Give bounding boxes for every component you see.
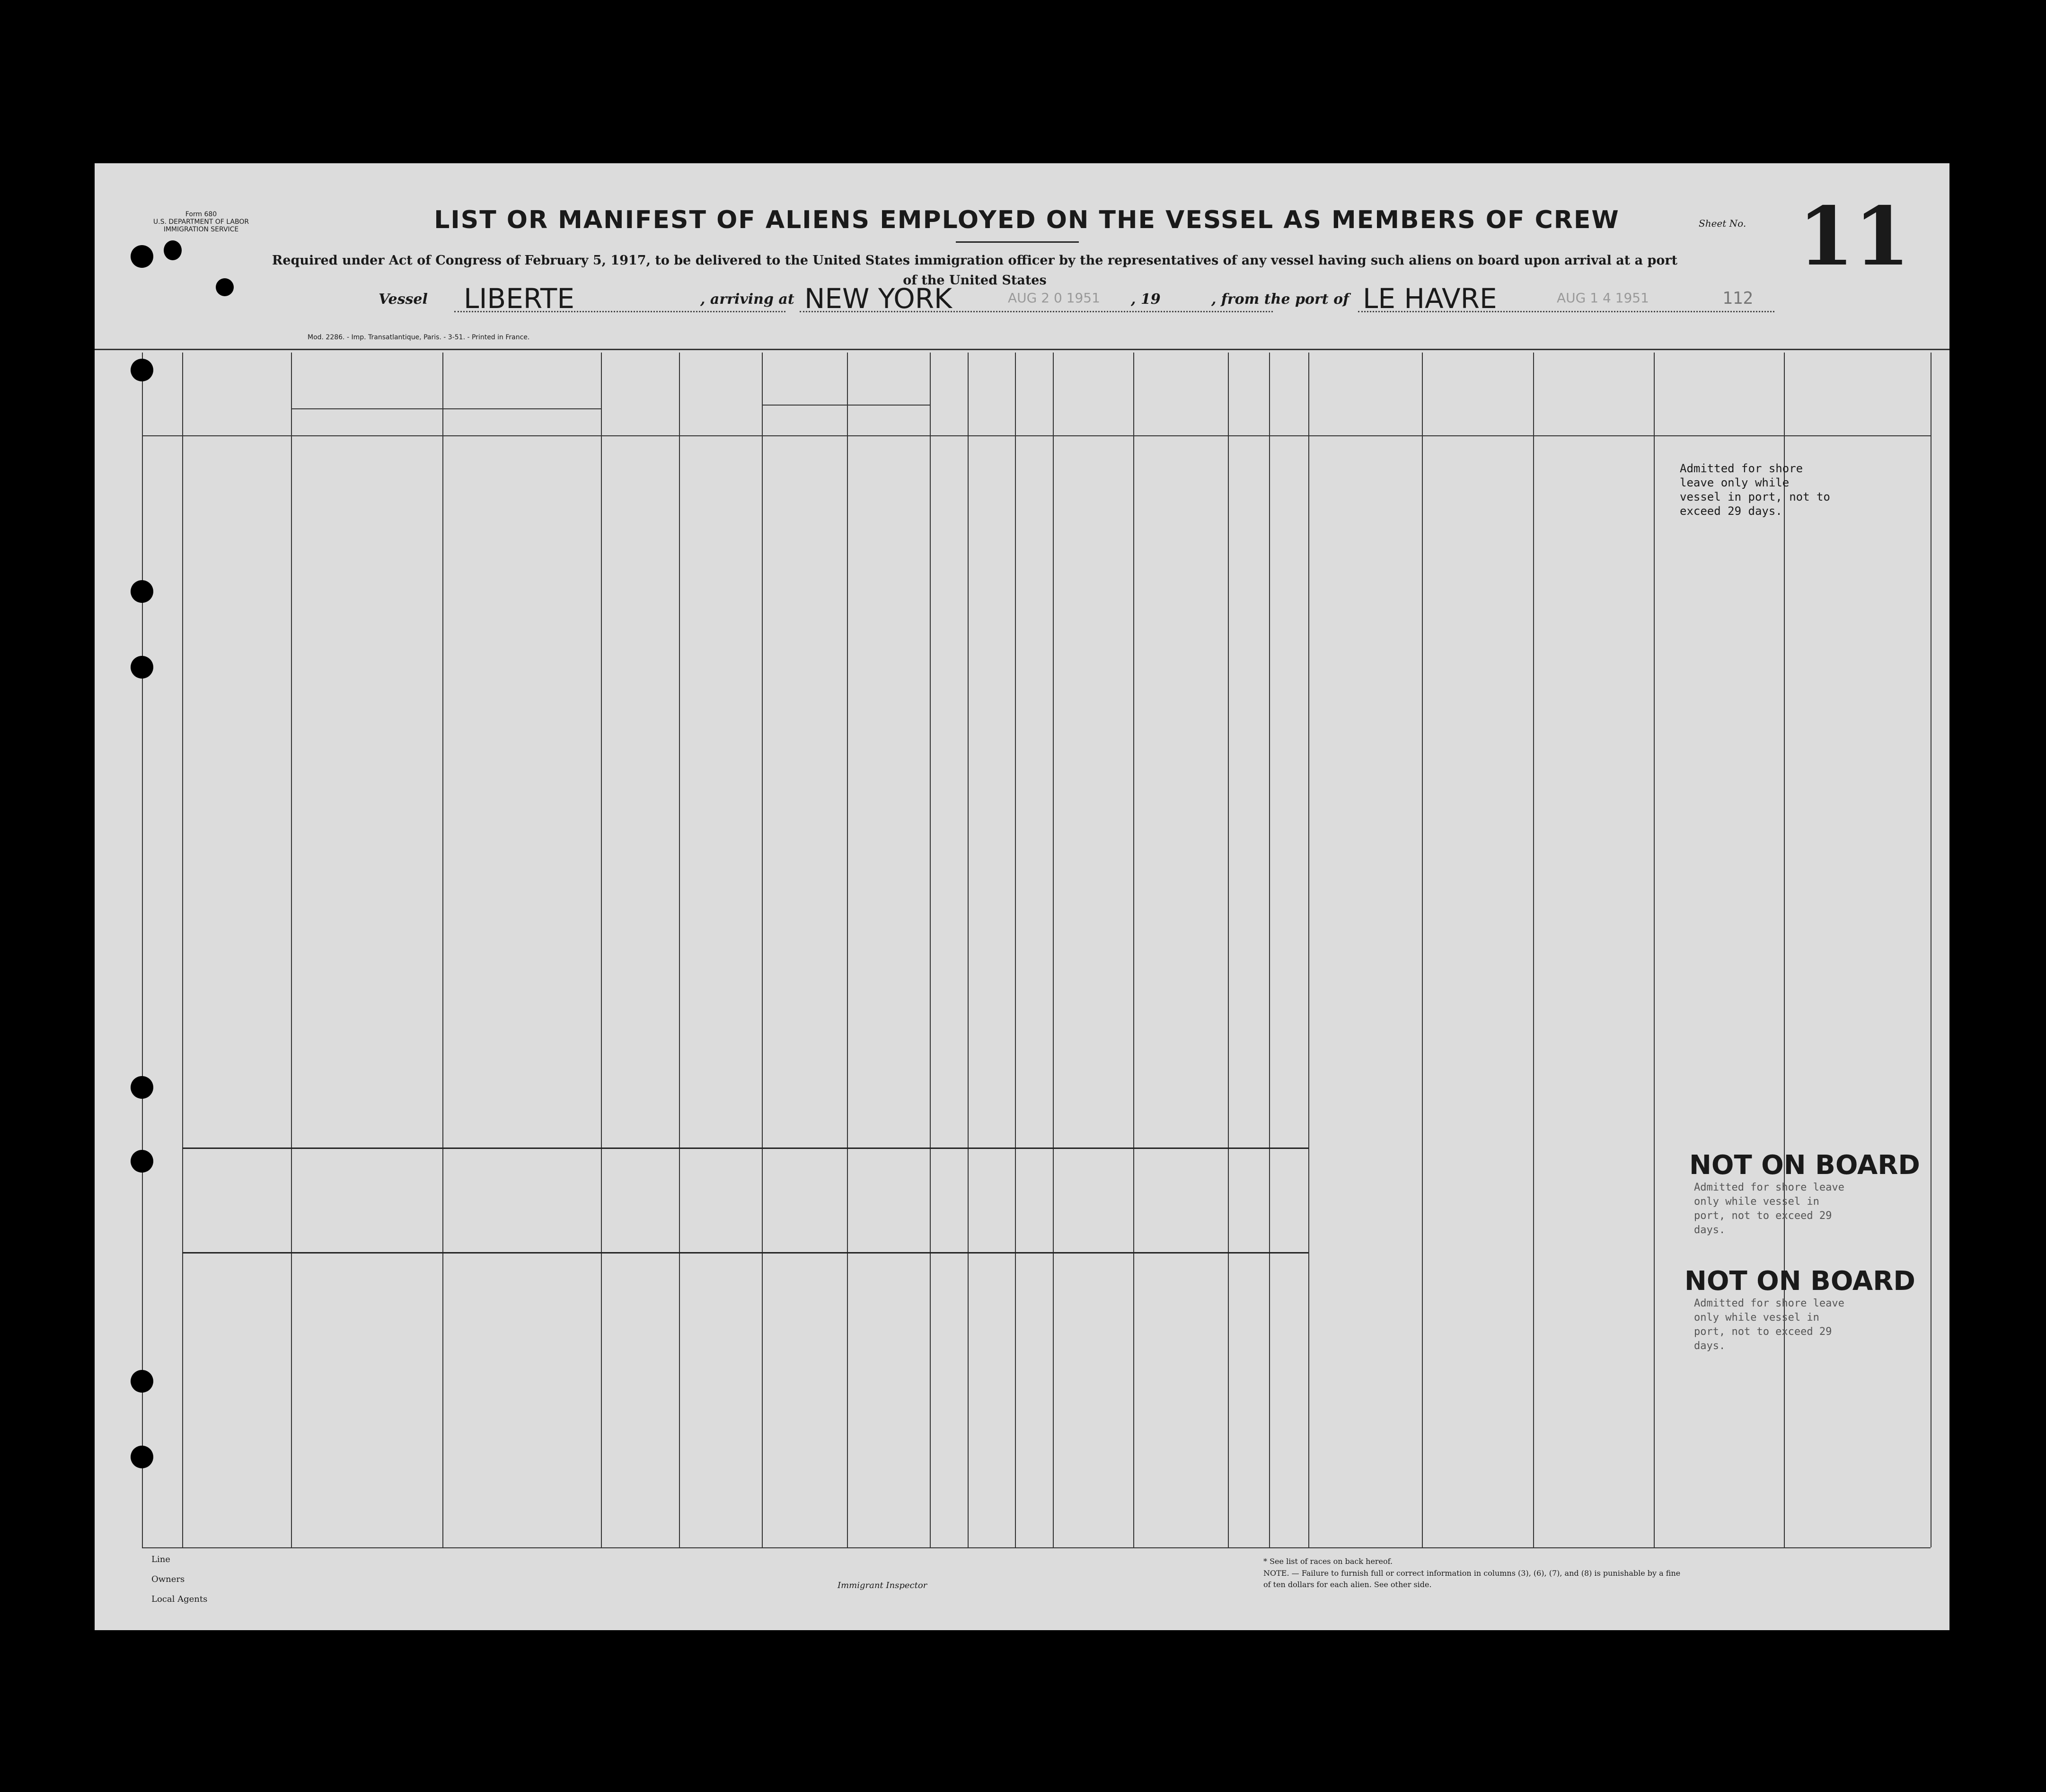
not-on-board-stamp-1: NOT ON BOARD: [1689, 1150, 1920, 1181]
binder-hole: [131, 1370, 153, 1393]
not-on-board-note-1: Admitted for shore leave only while vessel in port, not to exceed 29 days.: [1694, 1182, 1844, 1236]
form-identifier: [140, 211, 263, 233]
column-rule: [1654, 353, 1655, 1547]
column-rule: [1228, 353, 1229, 1547]
table-bottom-rule: [142, 1547, 1931, 1548]
from-port: LE HAVRE: [1363, 282, 1497, 315]
service-name: IMMIGRATION SERVICE: [163, 226, 239, 233]
manifest-sheet: [95, 163, 1949, 1630]
arriving-dotted-line: [800, 311, 1273, 312]
column-rule: [442, 353, 443, 1547]
column-rule: [1269, 353, 1270, 1547]
footer-fine-note: NOTE. — Failure to furnish full or correct information in columns (3), (6), (7), and (8) is punishable by a fine of ten dollars for each alien. See other side.: [1263, 1569, 1681, 1589]
name-subheader-rule: [291, 408, 601, 409]
arriving-port: NEW YORK: [804, 282, 952, 315]
header-separator: [95, 349, 1949, 350]
shipped-subheader-rule: [762, 405, 930, 406]
not-on-board-stamp-2: NOT ON BOARD: [1684, 1266, 1915, 1297]
column-rule: [182, 353, 183, 1547]
printer-line: Mod. 2286. - Imp. Transatlantique, Paris. - 3-51. - Printed in France.: [308, 334, 530, 341]
binder-hole: [164, 240, 182, 260]
vessel-name: LIBERTE: [464, 282, 575, 315]
crew-table: [95, 353, 1949, 1597]
footer-owners-label: Owners: [151, 1574, 185, 1584]
footer-line-label: Line: [151, 1554, 170, 1564]
arriving-label: , arriving at: [700, 291, 794, 308]
column-rule: [930, 353, 931, 1547]
column-rule: [847, 353, 848, 1547]
title-underline: [956, 241, 1079, 243]
header-rule: [142, 435, 1931, 436]
inspector-action: Admitted for shore leave only while vessel in port, not to exceed 29 days.: [1680, 462, 1830, 518]
binder-hole: [131, 245, 153, 268]
binder-hole: [131, 359, 153, 381]
binder-hole: [131, 1076, 153, 1099]
column-rule: [1308, 353, 1309, 1547]
from-port-label: , from the port of: [1211, 291, 1349, 308]
reference-number: 112: [1722, 289, 1754, 308]
column-rule: [291, 353, 292, 1547]
strike-through-line: [182, 1252, 1308, 1254]
from-port-dotted-line: [1358, 311, 1774, 312]
footer-agents-label: Local Agents: [151, 1594, 208, 1604]
footer-races-note: * See list of races on back hereof.: [1263, 1557, 1393, 1566]
column-rule: [601, 353, 602, 1547]
binder-hole: [131, 656, 153, 679]
document-subtitle: Required under Act of Congress of February 5, 1917, to be delivered to the United States immigration officer by the representatives of any vessel having such aliens on board upon arrival at a port of the United States: [272, 253, 1678, 288]
document-title: LIST OR MANIFEST OF ALIENS EMPLOYED ON THE VESSEL AS MEMBERS OF CREW: [434, 206, 1620, 234]
column-rule: [968, 353, 969, 1547]
column-rule: [1784, 353, 1785, 1547]
strike-through-line: [182, 1148, 1308, 1149]
column-rule: [1533, 353, 1534, 1547]
year-label: , 19: [1131, 291, 1161, 308]
arrival-date-stamp: AUG 2 0 1951: [1008, 290, 1100, 306]
column-rule: [142, 353, 143, 1547]
column-rule: [1053, 353, 1054, 1547]
column-rule: [1015, 353, 1016, 1547]
sheet-label: Sheet No.: [1699, 218, 1746, 229]
vessel-dotted-line: [454, 311, 785, 312]
footer-inspector-label: Immigrant Inspector: [838, 1580, 927, 1590]
vessel-label: Vessel: [379, 291, 428, 308]
column-rule: [762, 353, 763, 1547]
column-rule: [679, 353, 680, 1547]
column-rule: [1422, 353, 1423, 1547]
form-number: Form 680: [185, 211, 217, 218]
binder-hole: [131, 580, 153, 603]
departure-date-stamp: AUG 1 4 1951: [1557, 290, 1649, 306]
not-on-board-note-2: Admitted for shore leave only while vessel in port, not to exceed 29 days.: [1694, 1298, 1844, 1352]
binder-hole: [216, 278, 234, 296]
sheet-number: 11: [1798, 189, 1910, 284]
binder-hole: [131, 1446, 153, 1468]
column-rule: [1133, 353, 1134, 1547]
binder-hole: [131, 1150, 153, 1173]
department-name: U.S. DEPARTMENT OF LABOR: [153, 218, 249, 226]
